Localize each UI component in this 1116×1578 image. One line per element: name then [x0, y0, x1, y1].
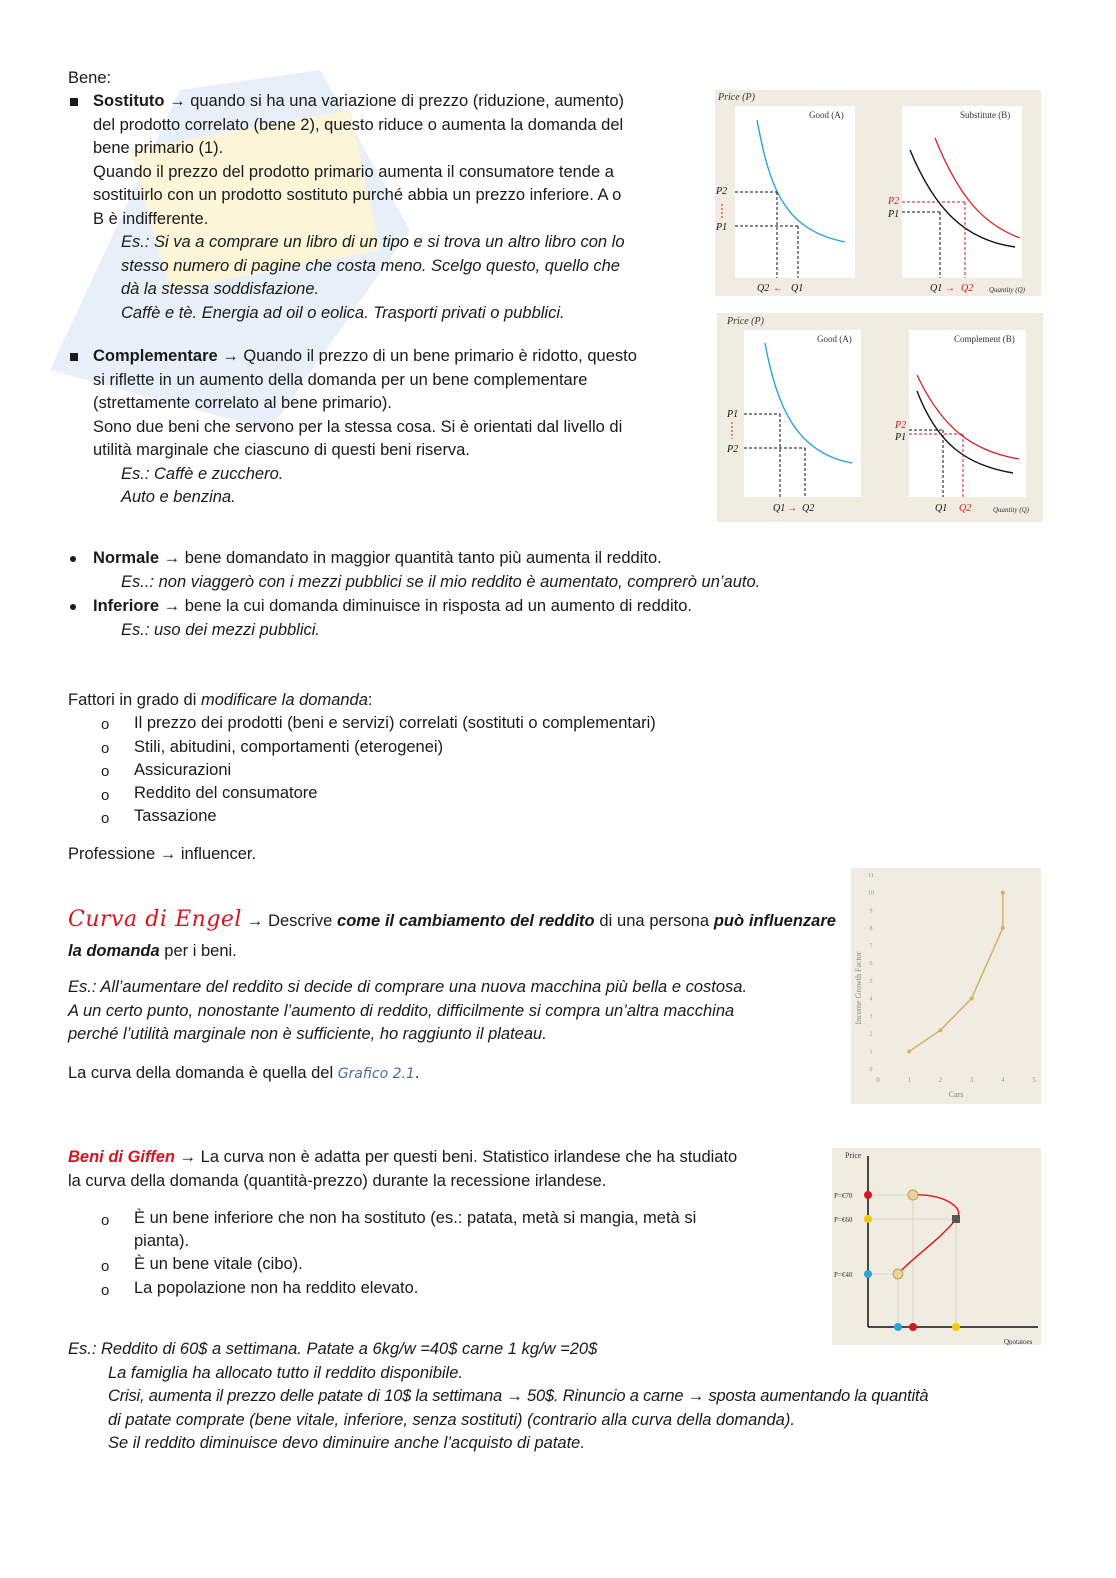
arrow-icon: →: [179, 1148, 197, 1166]
circle-bullet-icon: o: [101, 740, 110, 757]
engel-ytick-label: 3: [869, 1014, 873, 1021]
fig2-q1-b: Q1: [935, 503, 948, 514]
engel-example-line: perché l’utilità marginale non è sufficiente, ho raggiunto il plateau.: [68, 1025, 547, 1043]
sostituto-term: Sostituto: [93, 92, 165, 110]
giffen-item: È un bene inferiore che non ha sostituto (es.: patata, metà si mangia, metà si: [134, 1209, 697, 1227]
circle-bullet-icon: o: [101, 763, 110, 780]
complementare-line: Sono due beni che servono per la stessa cosa. Si è orientati dal livello di: [93, 417, 623, 436]
bene-label: Bene:: [68, 69, 112, 87]
sostituto-block: [93, 90, 699, 325]
giffen-point-a: [908, 1190, 918, 1200]
giffen-price-label-60: P=€60: [834, 1216, 853, 1224]
fig2-q2: Q2: [802, 503, 815, 514]
complementare-line: (strettamente correlato al bene primario).: [93, 394, 392, 412]
circle-bullet-icon: o: [101, 810, 110, 827]
engel-ytick-label: 6: [869, 961, 873, 968]
complementare-line: si riflette in un aumento della domanda per un bene complementare: [93, 370, 588, 389]
inferiore-example: Es.: uso dei mezzi pubblici.: [121, 621, 321, 639]
giffen-price-dot-70: [864, 1191, 872, 1199]
giffen-price-label-70: P=€70: [834, 1192, 853, 1200]
fattori-intro-c: :: [367, 691, 373, 709]
fig2-p1: P1: [727, 409, 739, 420]
giffen-example-line: Crisi, aumenta il prezzo delle patate di 10$ la settimana → 50$. Rinuncio a carne → sposta aumentando la quantità: [108, 1387, 929, 1405]
complementare-block: [93, 345, 701, 510]
fig2-compl-label: Complement (B): [954, 334, 1015, 344]
fattori-item: Tassazione: [134, 807, 217, 825]
engel-ytick-label: 8: [869, 925, 873, 932]
engel-data-point: [938, 1028, 942, 1032]
sostituto-example: Caffè e tè. Energia ad oil o eolica. Trasporti privati o pubblici.: [121, 303, 565, 322]
curva-line: [68, 1062, 420, 1087]
grafico-reference: Grafico 2.1: [337, 1066, 415, 1082]
giffen-example-line: Se il reddito diminuisce devo diminuire anche l’acquisto di patate.: [108, 1434, 585, 1452]
engel-ytick-label: 4: [869, 996, 873, 1003]
curva-text: La curva della domanda è quella del: [68, 1064, 334, 1082]
engel-ylabel: Income Growth Factor: [854, 951, 863, 1025]
substitute-figure: [715, 90, 1041, 296]
engel-text-bold: influenzare la domanda: [68, 912, 836, 960]
giffen-item: È un bene vitale (cibo).: [134, 1255, 303, 1273]
engel-example-line: Es.: All’aumentare del reddito si decide di comprare una nuova macchina più bella e costosa.: [68, 978, 748, 996]
sostituto-example: dà la stessa soddisfazione.: [121, 280, 320, 298]
professione-rest: influencer.: [180, 845, 257, 863]
giffen-point-c: [893, 1269, 903, 1279]
circle-bullet-icon: o: [101, 1282, 110, 1299]
complementare-line: Quando il prezzo di un bene primario è ridotto, questo: [243, 347, 637, 365]
fig2-xlabel: Quantity (Q): [993, 506, 1029, 514]
giffen-example-line: Es.: Reddito di 60$ a settimana. Patate a 6kg/w =40$ carne 1 kg/w =20$: [68, 1340, 598, 1358]
inferiore-term: Inferiore: [93, 597, 160, 615]
giffen-qty-dot-3: [952, 1323, 960, 1331]
giffen-qty-dot-1: [894, 1323, 902, 1331]
giffen-line: La curva non è adatta per questi beni. Statistico irlandese che ha studiato: [200, 1148, 738, 1166]
engel-ytick-label: 5: [869, 978, 873, 985]
engel-ytick-label: 7: [869, 943, 873, 950]
engel-text: di una persona: [599, 912, 710, 930]
engel-text: Descrive: [268, 912, 333, 930]
giffen-example: [68, 1338, 1068, 1456]
fig2-q2-b: Q2: [959, 503, 972, 514]
fattori-intro-b: modificare la domanda: [200, 691, 368, 709]
sostituto-line: B è indifferente.: [93, 209, 209, 228]
arrow-icon: →: [246, 912, 264, 930]
giffen-title: Beni di Giffen: [68, 1148, 175, 1166]
square-bullet-icon: [70, 98, 78, 106]
engel-xtick-label: 1: [907, 1076, 911, 1084]
fig2-arrow-right-icon: →: [787, 503, 797, 514]
fig1-xlabel: Quantity (Q): [989, 286, 1025, 294]
engel-xtick-label: 0: [876, 1076, 880, 1084]
giffen-curve: [898, 1195, 959, 1274]
fig2-q1: Q1: [773, 503, 786, 514]
fig2-p2-b: P2: [895, 420, 907, 431]
giffen-example-line: di patate comprate (bene vitale, inferiore, senza sostituti) (contrario alla curva della domanda).: [108, 1410, 795, 1429]
circle-bullet-icon: o: [101, 1212, 110, 1229]
fig1-p2: P2: [716, 186, 728, 197]
giffen-item: pianta).: [134, 1232, 190, 1250]
fattori-item: Reddito del consumatore: [134, 784, 318, 802]
sostituto-line: bene primario (1).: [93, 139, 224, 157]
inferiore-line: [93, 595, 692, 619]
engel-text: per i beni.: [164, 942, 237, 960]
giffen-point-b: [952, 1215, 960, 1223]
curva-end: .: [414, 1064, 420, 1082]
sostituto-line: quando si ha una variazione di prezzo (riduzione, aumento): [190, 92, 625, 110]
professione-line: [68, 843, 256, 867]
complementare-example: Auto e benzina.: [121, 488, 236, 506]
engel-ytick-label: 10: [868, 890, 874, 897]
square-bullet-icon: [70, 353, 78, 361]
arrow-icon: →: [159, 845, 177, 863]
giffen-price-label-40: P=€40: [834, 1271, 853, 1279]
fig1-arrow-right-icon: →: [945, 283, 955, 294]
fig1-arrow-left-icon: ←: [773, 283, 783, 294]
complement-figure: [717, 313, 1043, 522]
engel-data-point: [907, 1049, 911, 1053]
normale-line: [93, 547, 662, 571]
engel-ytick-label: 9: [869, 908, 873, 915]
engel-xlabel: Cars: [948, 1090, 964, 1099]
engel-xtick-label: 4: [1001, 1076, 1005, 1084]
normale-text: bene domandato in maggior quantità tanto più aumenta il reddito.: [184, 549, 662, 567]
giffen-price-dot-60: [864, 1215, 872, 1223]
giffen-xlabel: Qpotatoes: [1004, 1338, 1033, 1345]
fig1-q1-b: Q1: [930, 283, 943, 294]
fig1-p2-b: P2: [888, 196, 900, 207]
engel-ytick-label: 2: [869, 1031, 873, 1038]
fig1-p1-b: P1: [888, 209, 900, 220]
engel-xtick-label: 3: [969, 1076, 974, 1084]
circle-bullet-icon: o: [101, 787, 110, 804]
sostituto-example: Es.: Si va a comprare un libro di un tipo e si trova un altro libro con lo: [121, 233, 625, 251]
engel-chart: [851, 868, 1041, 1104]
complementare-example: Es.: Caffè e zucchero.: [121, 464, 284, 483]
giffen-example-line: La famiglia ha allocato tutto il reddito disponibile.: [108, 1363, 463, 1382]
fattori-intro: [68, 689, 373, 713]
normale-term: Normale: [93, 549, 160, 567]
engel-text-bold: può: [713, 912, 745, 930]
arrow-icon: →: [163, 597, 181, 615]
fattori-item: Assicurazioni: [134, 761, 232, 779]
arrow-icon: →: [222, 347, 239, 365]
engel-text-bold: come il cambiamento del reddito: [337, 912, 595, 930]
giffen-item: La popolazione non ha reddito elevato.: [134, 1279, 419, 1297]
fattori-item: Il prezzo dei prodotti (beni e servizi) correlati (sostituti o complementari): [134, 714, 656, 732]
engel-example: [68, 976, 836, 1047]
engel-data-point: [1001, 926, 1005, 930]
fig2-p1-b: P1: [895, 432, 907, 443]
engel-block: [68, 905, 836, 966]
engel-data-point: [970, 996, 974, 1000]
fig1-q1: Q1: [791, 283, 804, 294]
engel-data-point: [1001, 891, 1005, 895]
engel-curve-line: [909, 893, 1003, 1052]
engel-xtick-label: 2: [938, 1076, 943, 1084]
engel-ytick-label: 11: [868, 873, 874, 879]
fig2-ylabel: Price (P): [727, 316, 764, 327]
dot-bullet-icon: [70, 604, 76, 610]
arrow-icon: →: [169, 92, 186, 110]
fig2-p2: P2: [727, 444, 739, 455]
giffen-line: la curva della domanda (quantità-prezzo) durante la recessione irlandese.: [68, 1171, 607, 1190]
fig2-good-label: Good (A): [817, 334, 852, 344]
engel-title: Curva di Engel: [68, 907, 242, 932]
giffen-price-dot-40: [864, 1270, 872, 1278]
giffen-block: [68, 1146, 818, 1193]
fig1-good-label: Good (A): [809, 110, 844, 120]
giffen-chart: [832, 1148, 1041, 1345]
engel-ytick-label: 0: [869, 1067, 873, 1073]
fattori-intro-a: Fattori in grado di: [68, 691, 201, 709]
fig1-subst-label: Substitute (B): [960, 110, 1011, 120]
giffen-chart-title: Price: [845, 1151, 862, 1160]
fig1-q2: Q2: [757, 283, 770, 294]
engel-example-line: A un certo punto, nonostante l’aumento di reddito, difficilmente si compra un’altra macchina: [68, 1001, 735, 1020]
fig1-p1: P1: [716, 222, 728, 233]
circle-bullet-icon: o: [101, 716, 110, 733]
complementare-term: Complementare: [93, 347, 218, 365]
sostituto-example: stesso numero di pagine che costa meno. Scelgo questo, quello che: [121, 256, 620, 275]
professione-text: Professione: [68, 845, 156, 863]
inferiore-text: bene la cui domanda diminuisce in risposta ad un aumento di reddito.: [184, 597, 692, 615]
complementare-line: utilità marginale che ciascuno di questi beni riserva.: [93, 441, 470, 459]
arrow-icon: →: [163, 549, 181, 567]
normale-example: Es..: non viaggerò con i mezzi pubblici se il mio reddito è aumentato, comprerò un’auto.: [121, 573, 761, 591]
sostituto-line: del prodotto correlato (bene 2), questo riduce o aumenta la domanda del: [93, 115, 624, 134]
sostituto-line: Quando il prezzo del prodotto primario aumenta il consumatore tende a: [93, 162, 614, 181]
engel-ytick-label: 1: [869, 1049, 873, 1056]
fig1-ylabel: Price (P): [718, 92, 755, 103]
fig1-q2-b: Q2: [961, 283, 974, 294]
giffen-qty-dot-2: [909, 1323, 917, 1331]
dot-bullet-icon: [70, 556, 76, 562]
sostituto-line: sostituirlo con un prodotto sostituto purché abbia un prezzo inferiore. A o: [93, 186, 622, 204]
engel-xtick-label: 5: [1032, 1076, 1036, 1084]
circle-bullet-icon: o: [101, 1258, 110, 1275]
fattori-item: Stili, abitudini, comportamenti (eterogenei): [134, 738, 444, 756]
